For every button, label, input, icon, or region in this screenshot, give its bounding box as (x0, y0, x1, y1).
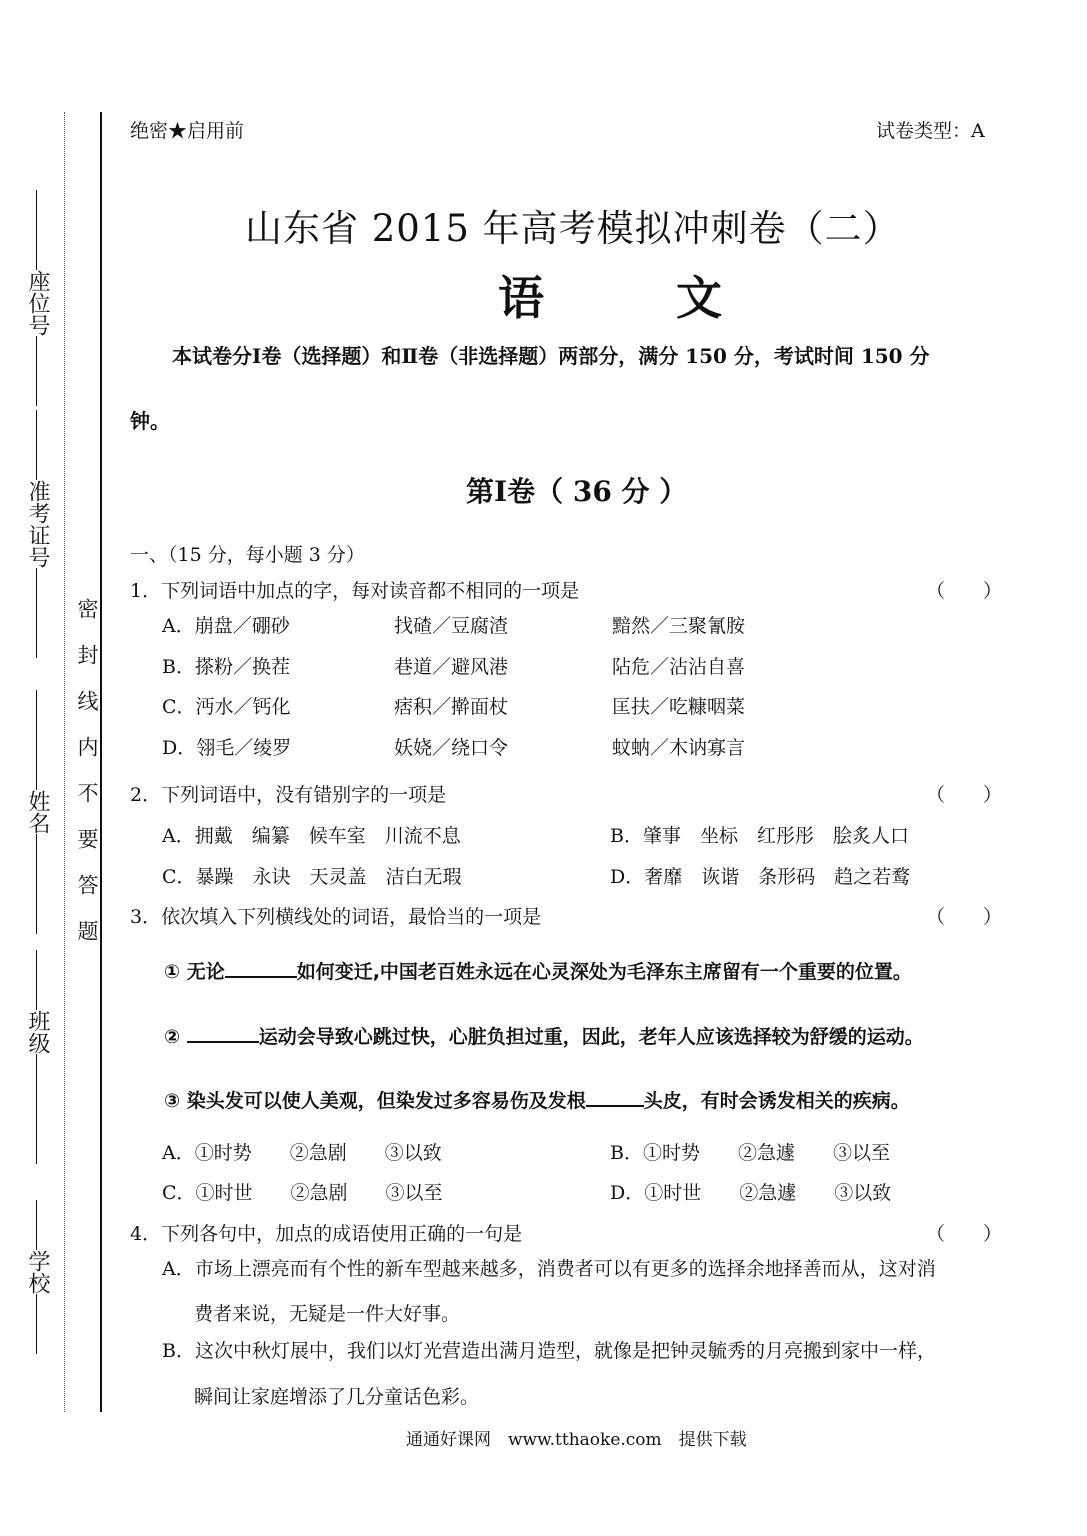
confidential-label: 绝密★启用前 (130, 120, 245, 142)
q3-option-a: A．①时势 ②急剧 ③以致 (162, 1142, 442, 1164)
part-heading: 一、（15 分，每小题 3 分） (130, 544, 365, 566)
exam-id-field[interactable] (22, 410, 53, 658)
q1-option-b2: 巷道／避风港 (394, 656, 509, 678)
seat-label: 座位号 (25, 270, 50, 336)
q1-option-b3: 阽危／沾沾自喜 (612, 656, 746, 678)
q1-stem: 1．下列词语中加点的字，每对读音都不相同的一项是 (130, 580, 580, 602)
seat-number-field[interactable] (22, 190, 53, 406)
q3-answer-paren[interactable]: （ ） (926, 906, 1003, 928)
q3-sentence-3 (164, 1086, 910, 1113)
q3-s2-start: ② (164, 1026, 181, 1048)
q1-option-d1: D．翎毛／绫罗 (162, 737, 292, 759)
q3-s1-end: 如何变迁,中国老百姓永远在心灵深处为毛泽东主席留有一个重要的位置。 (296, 961, 912, 983)
q4-answer-paren[interactable]: （ ） (926, 1223, 1003, 1245)
q1-answer-paren[interactable]: （ ） (926, 580, 1003, 602)
q3-blank-2[interactable] (187, 1023, 259, 1043)
q4-stem: 4．下列各句中，加点的成语使用正确的一句是 (130, 1223, 523, 1245)
q4-option-b-line1: B．这次中秋灯展中，我们以灯光营造出满月造型，就像是把钟灵毓秀的月亮搬到家中一样， (162, 1340, 936, 1362)
q3-blank-3[interactable] (586, 1087, 644, 1107)
q3-s3-start: ③ 染头发可以使人美观，但染发过多容易伤及发根 (164, 1090, 586, 1112)
q1-option-a1: A．崩盘／硼砂 (162, 615, 290, 637)
q2-stem: 2．下列词语中，没有错别字的一项是 (130, 784, 447, 806)
q4-option-a-line2: 费者来说，无疑是一件大好事。 (194, 1303, 461, 1325)
q2-answer-paren[interactable]: （ ） (926, 784, 1003, 806)
exam-title: 山东省 2015 年高考模拟冲刺卷（二） (245, 207, 901, 250)
intro-line-2: 钟。 (130, 409, 170, 433)
q3-option-d: D．①时世 ②急遽 ③以致 (610, 1182, 892, 1204)
q1-option-c2: 痞积／擀面杖 (394, 696, 509, 718)
q1-option-c3: 匡扶／吃糠咽菜 (612, 696, 746, 718)
footer-credit: 通通好课网 www.tthaoke.com 提供下载 (406, 1430, 747, 1450)
q3-s1-start: ① 无论 (164, 961, 225, 983)
q3-blank-1[interactable] (225, 958, 297, 978)
binding-dotted-line (64, 112, 65, 1412)
q4-option-a-line1: A．市场上漂亮而有个性的新车型越来越多，消费者可以有更多的选择余地择善而从，这对消 (162, 1258, 936, 1280)
exam-id-label: 准考证号 (25, 480, 50, 568)
school-field[interactable] (22, 1200, 53, 1354)
q1-option-b1: B．搽粉／换茬 (162, 656, 290, 678)
q2-option-c: C．暴躁 永诀 天灵盖 洁白无瑕 (162, 866, 462, 888)
q3-option-b: B．①时势 ②急遽 ③以至 (610, 1142, 890, 1164)
q1-option-d2: 妖娆／绕口令 (394, 737, 509, 759)
q2-option-d: D．奢靡 诙谐 条形码 趋之若鹜 (610, 866, 911, 888)
section-title: 第Ⅰ卷（ 36 分 ） (466, 475, 688, 508)
subject-title: 语 文 (498, 271, 781, 325)
q1-option-a3: 黯然／三聚氰胺 (612, 615, 746, 637)
name-label: 姓名 (25, 790, 50, 834)
q2-option-a: A．拥戴 编纂 候车室 川流不息 (162, 825, 461, 847)
q3-sentence-2 (164, 1022, 924, 1049)
q1-option-c1: C．沔水／钙化 (162, 696, 291, 718)
q3-s2-end: 运动会导致心跳过快，心脏负担过重，因此，老年人应该选择较为舒缓的运动。 (258, 1026, 924, 1048)
paper-type-label: 试卷类型：A (876, 120, 985, 142)
q3-option-c: C．①时世 ②急剧 ③以至 (162, 1182, 443, 1204)
q4-option-b-line2: 瞬间让家庭增添了几分童话色彩。 (194, 1386, 480, 1408)
class-field[interactable] (22, 950, 53, 1164)
q1-option-a2: 找碴／豆腐渣 (394, 615, 509, 637)
intro-line-1: 本试卷分Ⅰ卷（选择题）和Ⅱ卷（非选择题）两部分，满分 150 分，考试时间 150 分 (172, 344, 930, 368)
q3-stem: 3．依次填入下列横线处的词语，最恰当的一项是 (130, 906, 542, 928)
seal-line-notice: 密封线内不要答题 (75, 598, 99, 966)
q3-s3-end: 头皮，有时会诱发相关的疾病。 (643, 1090, 910, 1112)
name-field[interactable] (22, 690, 53, 934)
q3-sentence-1 (164, 957, 912, 984)
q2-option-b: B．肇事 坐标 红彤彤 脍炙人口 (610, 825, 909, 847)
class-label: 班级 (25, 1010, 50, 1054)
school-label: 学校 (25, 1250, 50, 1294)
q1-option-d3: 蚊蚋／木讷寡言 (612, 737, 746, 759)
